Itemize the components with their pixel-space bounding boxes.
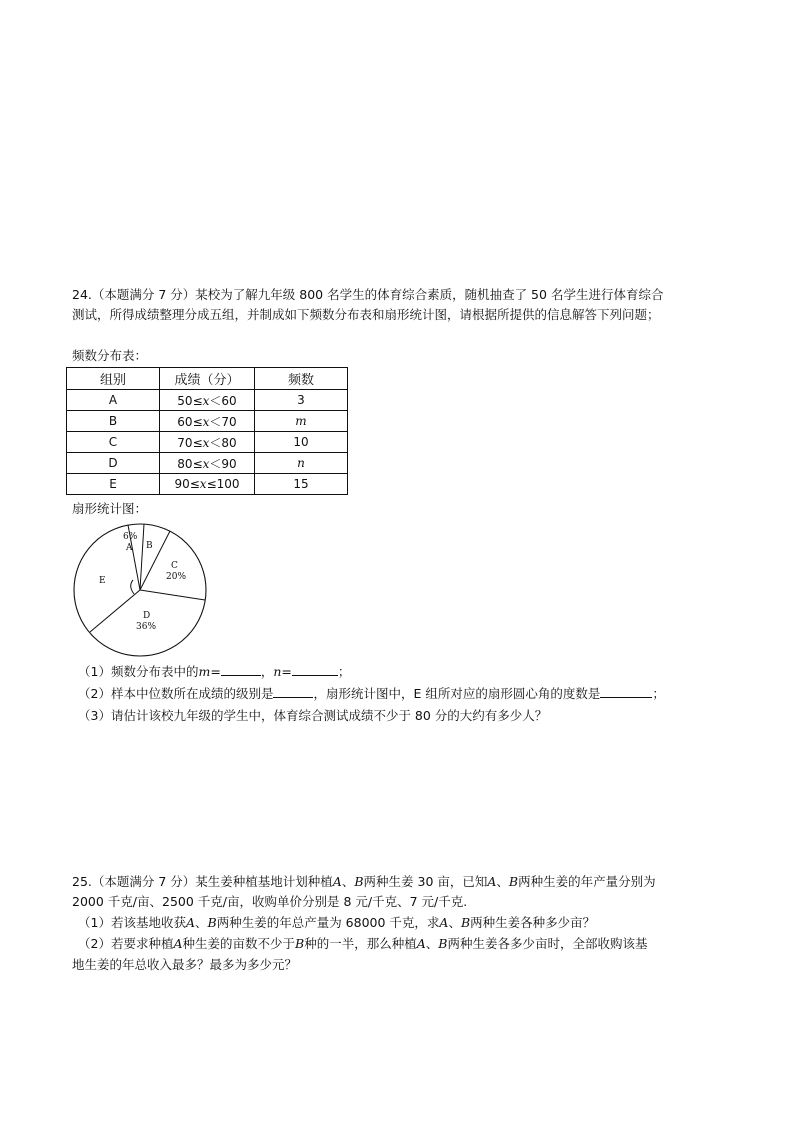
var-b: B (354, 874, 364, 889)
slice-b-label: B (146, 541, 153, 551)
var-a: A (439, 915, 449, 930)
q25-text: 两种生姜的年产量分别为 (518, 874, 656, 889)
sub2-end: ； (652, 686, 665, 701)
var-a: A (185, 915, 195, 930)
pie-divider-a-b (140, 524, 144, 590)
q25-text: （2）若要求种植 (78, 936, 174, 951)
answer-blank-n[interactable] (292, 663, 338, 676)
cell-group: C (67, 432, 160, 453)
sep: ， (260, 664, 274, 679)
answer-blank-m[interactable] (221, 663, 261, 676)
eq-sign: = (210, 664, 221, 679)
q25-text: 种生姜的亩数不少于 (182, 936, 296, 951)
var-a: A (487, 874, 497, 889)
range-hi: ＜60 (209, 393, 237, 408)
var-b: B (460, 915, 471, 930)
var-a: A (332, 874, 342, 889)
q25-text: 两种生姜 30 亩，已知 (363, 874, 488, 889)
header-score: 成绩（分） (160, 368, 255, 390)
slice-c-percent: 20% (166, 572, 187, 582)
pie-divider-c-d (140, 590, 205, 600)
slice-e-label: E (99, 576, 106, 586)
range-var: x (202, 393, 210, 408)
cell-group: D (67, 453, 160, 474)
range-hi: ＜70 (209, 414, 237, 429)
cell-group: E (67, 474, 160, 495)
range-lo: 60≤ (177, 414, 203, 429)
cell-frequency: m (255, 411, 348, 432)
range-hi: ＜90 (209, 456, 237, 471)
range-hi: ≤100 (206, 477, 240, 491)
range-lo: 70≤ (177, 435, 203, 450)
var-b: B (508, 874, 519, 889)
table-row (67, 411, 348, 432)
frequency-table (66, 367, 348, 495)
range-var: x (199, 477, 207, 491)
sep: 、 (496, 874, 509, 889)
answer-blank-median[interactable] (273, 685, 313, 698)
var-n: n (273, 664, 282, 679)
table-title: 频数分布表： (72, 348, 148, 363)
cell-frequency: n (255, 453, 348, 474)
q25-sub-question-1 (78, 914, 595, 932)
cell-group: A (67, 390, 160, 411)
var-b: B (207, 915, 217, 930)
sep: 、 (341, 874, 355, 889)
table-row (67, 453, 348, 474)
slice-d-label: D (143, 611, 151, 621)
var-b: B (438, 936, 448, 951)
sub2-text-a: （2）样本中位数所在成绩的级别是 (78, 686, 274, 701)
slice-a-percent: 6% (123, 532, 138, 542)
range-var: x (202, 435, 210, 450)
range-var: x (202, 456, 210, 471)
sub1-end: ； (337, 664, 351, 679)
sub-question-1 (78, 663, 350, 681)
q25-text: 两种生姜各多少亩时，全部收购该基 (447, 936, 648, 951)
cell-range (160, 390, 255, 411)
var-b: B (295, 936, 305, 951)
cell-range (160, 411, 255, 432)
var-a: A (173, 936, 183, 951)
q25-text: 两种生姜各种多少亩？ (470, 915, 596, 930)
answer-blank-angle[interactable] (600, 685, 652, 698)
table-row (67, 432, 348, 453)
sep: 、 (448, 915, 461, 930)
cell-range (160, 453, 255, 474)
pie-title: 扇形统计图： (72, 501, 148, 516)
header-group: 组别 (67, 368, 160, 390)
table-header-row (67, 368, 348, 390)
cell-group: B (67, 411, 160, 432)
pie-chart (60, 520, 220, 660)
header-frequency: 频数 (255, 368, 348, 390)
eq-sign: = (281, 664, 292, 679)
sep: 、 (195, 915, 208, 930)
table-row (67, 390, 348, 411)
cell-frequency: 3 (255, 390, 348, 411)
q25-line2: 2000 千克/亩、2500 千克/亩，收购单价分别是 8 元/千克、7 元/千克. (72, 894, 468, 909)
cell-range (160, 432, 255, 453)
var-m: m (198, 664, 211, 679)
sub-question-3: （3）请估计该校九年级的学生中，体育综合测试成绩不少于 80 分的大约有多少人？ (78, 708, 548, 723)
q24-line1: 24.（本题满分 7 分）某校为了解九年级 800 名学生的体育综合素质，随机抽查了 50 名学生进行体育综合 (72, 287, 664, 302)
q25-text: 种的一半，那么种植 (304, 936, 417, 951)
sep: 、 (425, 936, 439, 951)
q24-line2: 测试，所得成绩整理分成五组，并制成如下频数分布表和扇形统计图，请根据所提供的信息解答下列问题； (72, 307, 660, 322)
sub1-text: （1）频数分布表中的 (78, 664, 199, 679)
range-var: x (202, 414, 210, 429)
sub-question-2 (78, 685, 665, 703)
range-lo: 50≤ (177, 393, 203, 408)
q25-sub-question-2 (78, 935, 647, 953)
cell-frequency: 10 (255, 432, 348, 453)
slice-a-label: A (126, 543, 133, 553)
var-a: A (416, 936, 426, 951)
q25-text: （1）若该基地收获 (78, 915, 186, 930)
cell-range (160, 474, 255, 495)
q25-text: 两种生姜的年总产量为 68000 千克，求 (216, 915, 440, 930)
q25-line5: 地生姜的年总收入最多？最多为多少元？ (72, 957, 298, 972)
sub2-text-b: ，扇形统计图中，E 组所对应的扇形圆心角的度数是 (313, 686, 601, 701)
pie-divider-d-e (90, 590, 140, 632)
q25-line1 (72, 873, 656, 891)
pie-angle-arc (131, 580, 134, 594)
slice-c-label: C (171, 561, 178, 571)
table-row (67, 474, 348, 495)
cell-frequency: 15 (255, 474, 348, 495)
range-lo: 90≤ (174, 477, 200, 491)
range-lo: 80≤ (177, 456, 203, 471)
slice-d-percent: 36% (136, 622, 157, 632)
range-hi: ＜80 (209, 435, 237, 450)
q25-text: 25.（本题满分 7 分）某生姜种植基地计划种植 (72, 874, 333, 889)
